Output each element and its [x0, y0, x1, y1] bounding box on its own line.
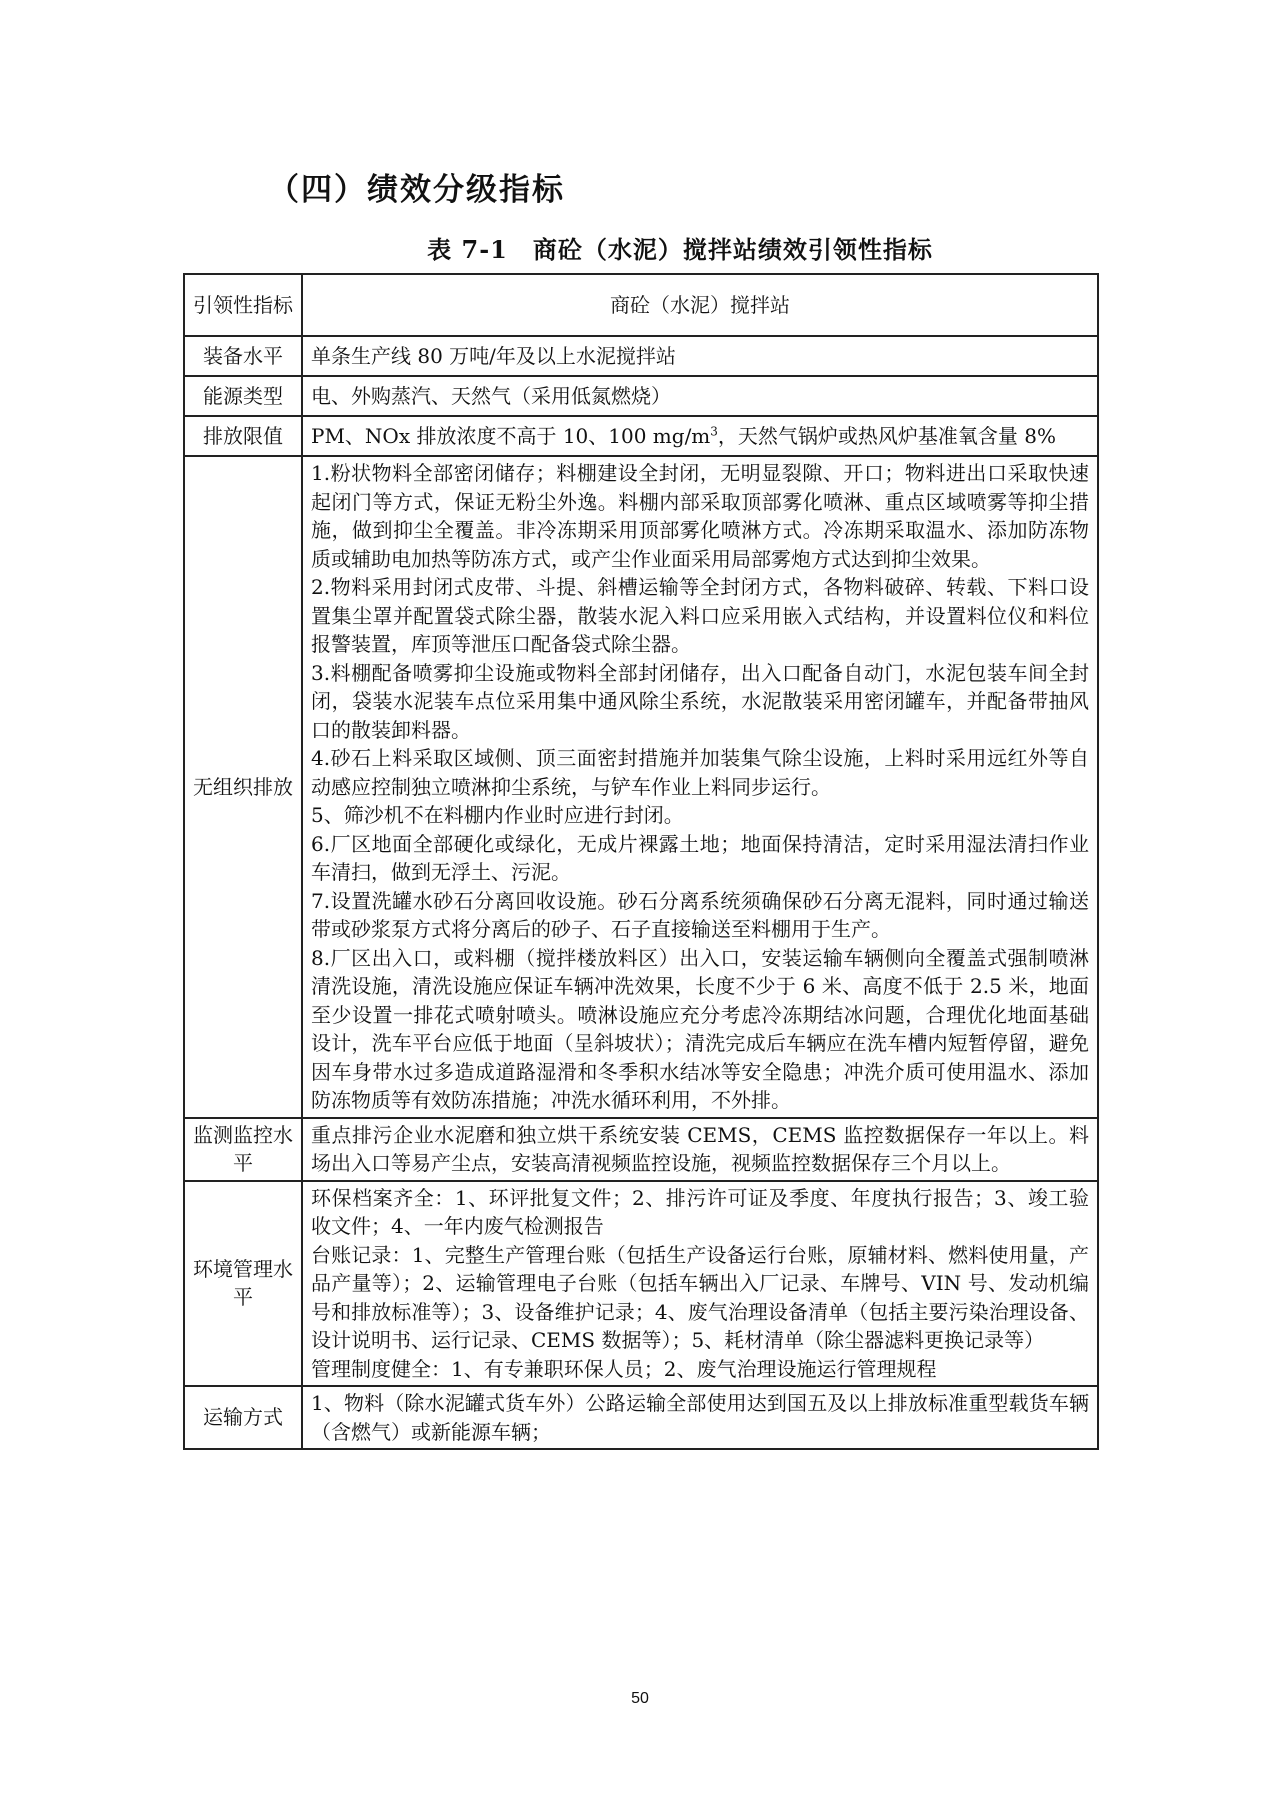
management-item: 环保档案齐全：1、环评批复文件；2、排污许可证及季度、年度执行报告；3、竣工验收文件；4、一年内废气检测报告 — [311, 1185, 1089, 1238]
fugitive-item: 8.厂区出入口，或料棚（搅拌楼放料区）出入口，安装运输车辆侧向全覆盖式强制喷淋清洗设施，清洗设施应保证车辆冲洗效果，长度不少于 6 米、高度不低于 2.5 米，地面至少设置一排花式喷射喷头。喷淋设施应充分考虑冷冻期结冰问题，合理优化地面基础设计，洗车平台应低于地面（呈斜坡状）；清洗完成后车辆应在洗车槽内短暂停留，避免因车身带水过多造成道路湿滑和冬季积水结冰等安全隐患；冲洗介质可使用温水、添加防冻物质等有效防冻措施；冲洗水循环利用，不外排。 — [311, 945, 1089, 1112]
fugitive-item: 4.砂石上料采取区域侧、顶三面密封措施并加装集气除尘设施，上料时采用远红外等自动感应控制独立喷淋抑尘系统，与铲车作业上料同步运行。 — [311, 746, 1089, 799]
management-item: 台账记录：1、完整生产管理台账（包括生产设备运行台账，原辅材料、燃料使用量，产品产量等）；2、运输管理电子台账（包括车辆出入厂记录、车牌号、VIN 号、发动机编号和排放标准等）；3、设备维护记录；4、废气治理设备清单（包括主要污染治理设备、设计说明书、运行记录、CEMS 数据等）；5、耗材清单（除尘器滤料更换记录等） — [311, 1242, 1089, 1352]
row-text-monitoring: 重点排污企业水泥磨和独立烘干系统安装 CEMS，CEMS 监控数据保存一年以上。料场出入口等易产尘点，安装高清视频监控设施，视频监控数据保存三个月以上。 — [302, 1118, 1098, 1181]
row-name-energy: 能源类型 — [184, 376, 302, 416]
fugitive-item: 2.物料采用封闭式皮带、斗提、斜槽运输等全封闭方式，各物料破碎、转载、下料口设置集尘罩并配置袋式除尘器，散装水泥入料口应采用嵌入式结构，并设置料位仪和料位报警装置，库顶等泄压口配备袋式除尘器。 — [311, 575, 1089, 656]
indicator-table — [183, 273, 1099, 1450]
row-text-equipment: 单条生产线 80 万吨/年及以上水泥搅拌站 — [302, 336, 1098, 376]
row-emission — [184, 416, 1098, 456]
row-energy — [184, 376, 1098, 416]
table-caption: 表 7-1 商砼（水泥）搅拌站绩效引领性指标 — [427, 235, 933, 264]
emission-text-after: ，天然气锅炉或热风炉基准氧含量 8% — [717, 423, 1057, 448]
row-text-emission — [302, 416, 1098, 456]
row-text-management — [302, 1181, 1098, 1387]
row-name-equipment: 装备水平 — [184, 336, 302, 376]
table-header-row — [184, 274, 1098, 336]
fugitive-item: 6.厂区地面全部硬化或绿化，无成片裸露土地；地面保持清洁，定时采用湿法清扫作业车清扫，做到无浮土、污泥。 — [311, 831, 1089, 884]
row-management — [184, 1181, 1098, 1387]
row-equipment — [184, 336, 1098, 376]
row-name-transport: 运输方式 — [184, 1386, 302, 1449]
row-name-monitoring: 监测监控水平 — [184, 1118, 302, 1181]
row-transport — [184, 1386, 1098, 1449]
row-text-energy: 电、外购蒸汽、天然气（采用低氮燃烧） — [302, 376, 1098, 416]
row-name-emission: 排放限值 — [184, 416, 302, 456]
row-name-management: 环境管理水平 — [184, 1181, 302, 1387]
fugitive-item: 7.设置洗罐水砂石分离回收设施。砂石分离系统须确保砂石分离无混料，同时通过输送带或砂浆泵方式将分离后的砂子、石子直接输送至料棚用于生产。 — [311, 888, 1089, 941]
emission-text-before: PM、NOx 排放浓度不高于 10、100 mg/m — [311, 423, 711, 448]
row-monitoring — [184, 1118, 1098, 1181]
page-number: 50 — [631, 1690, 649, 1707]
header-indicator: 引领性指标 — [184, 274, 302, 336]
header-category: 商砼（水泥）搅拌站 — [302, 274, 1098, 336]
section-heading: （四）绩效分级指标 — [268, 172, 565, 208]
management-item: 管理制度健全：1、有专兼职环保人员；2、废气治理设施运行管理规程 — [311, 1356, 937, 1381]
row-text-fugitive — [302, 456, 1098, 1118]
row-name-fugitive: 无组织排放 — [184, 456, 302, 1118]
emission-superscript: 3 — [710, 424, 718, 439]
row-text-transport: 1、物料（除水泥罐式货车外）公路运输全部使用达到国五及以上排放标准重型载货车辆（含燃气）或新能源车辆； — [302, 1386, 1098, 1449]
fugitive-item: 1.粉状物料全部密闭储存；料棚建设全封闭，无明显裂隙、开口；物料进出口采取快速起闭门等方式，保证无粉尘外逸。料棚内部采取顶部雾化喷淋、重点区域喷雾等抑尘措施，做到抑尘全覆盖。非冷冻期采用顶部雾化喷淋方式。冷冻期采取温水、添加防冻物质或辅助电加热等防冻方式，或产尘作业面采用局部雾炮方式达到抑尘效果。 — [311, 461, 1089, 571]
fugitive-item: 5、筛沙机不在料棚内作业时应进行封闭。 — [311, 803, 684, 827]
row-fugitive — [184, 456, 1098, 1118]
fugitive-item: 3.料棚配备喷雾抑尘设施或物料全部封闭储存，出入口配备自动门，水泥包装车间全封闭，袋装水泥装车点位采用集中通风除尘系统，水泥散装采用密闭罐车，并配备带抽风口的散装卸料器。 — [311, 660, 1089, 742]
